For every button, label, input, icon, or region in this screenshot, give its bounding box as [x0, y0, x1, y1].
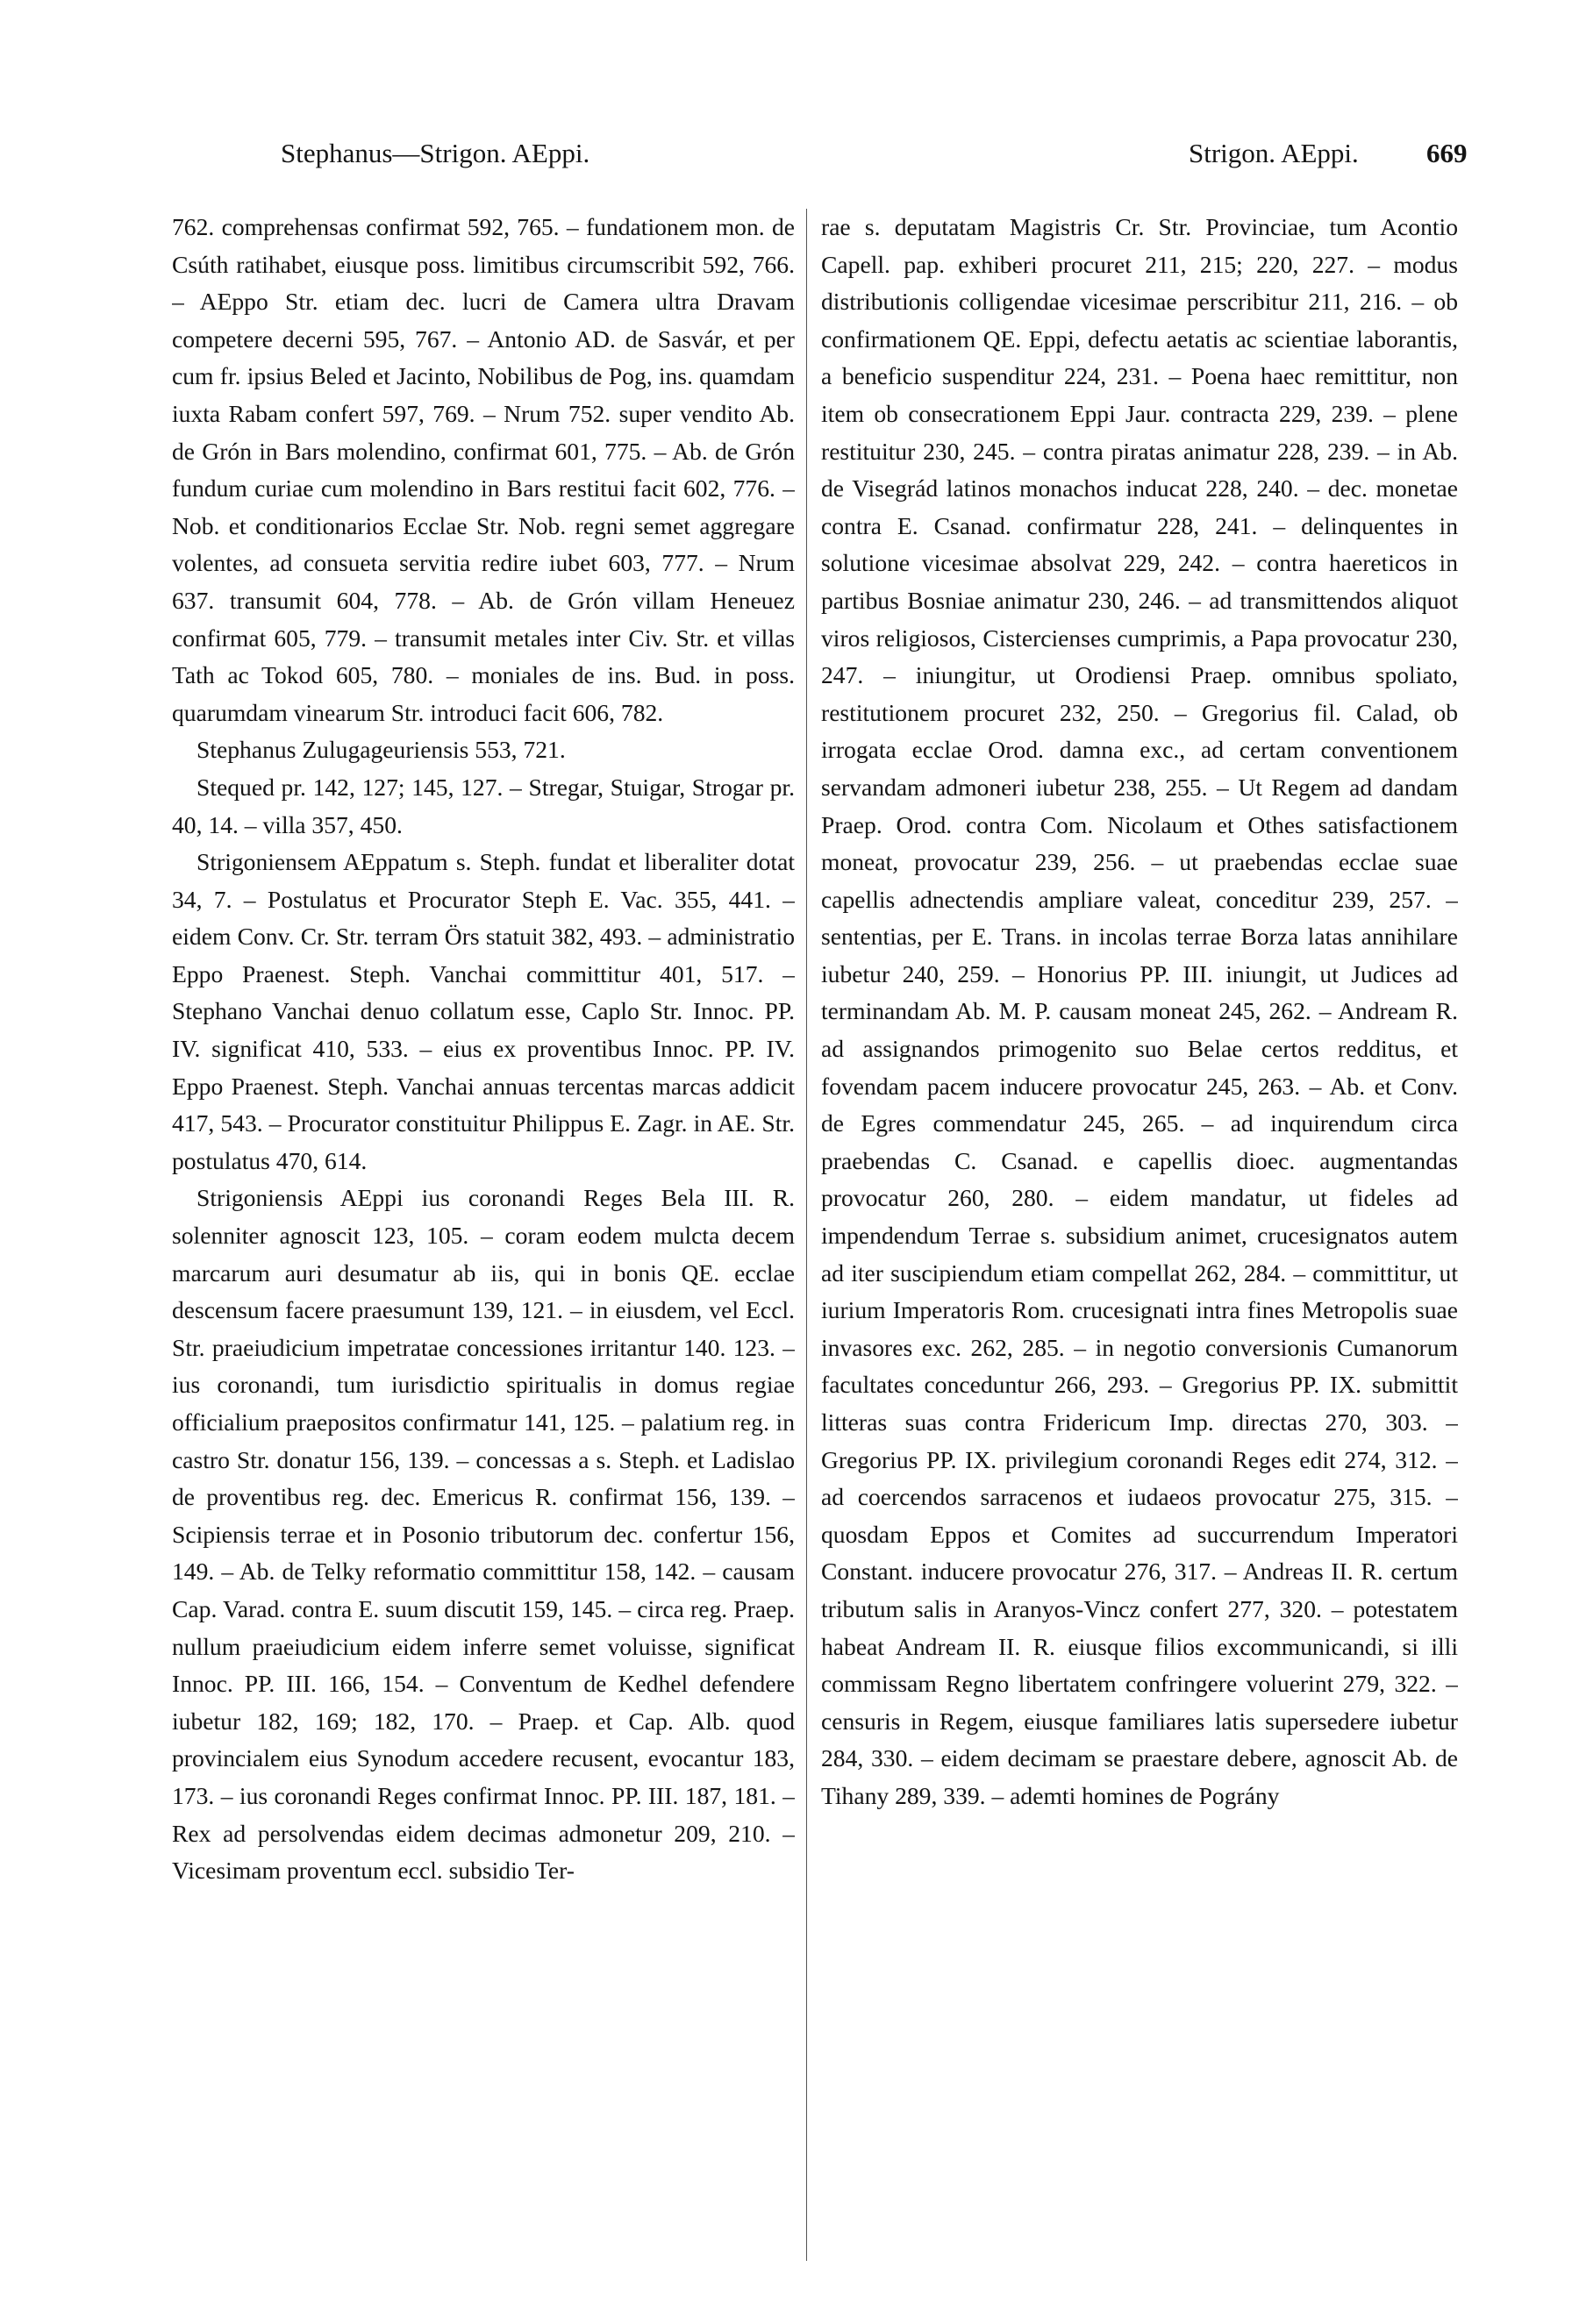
left-paragraph: Strigoniensis AEppi ius coronandi Reges Bela III. R. solenniter agnoscit 123, 105. – coram eodem mulcta decem marcarum auri desumatur ab iis, qui in bonis QE. ecclae descensum facere praesumunt 139, 121. – in eiusdem, vel Eccl. Str. praeiudicium impetratae concessiones irritantur 140. 123. – ius coronandi, tum iurisdictio spiritualis in domus regiae officialium praepositos confirmatur 141, 125. – palatium reg. in castro Str. donatur 156, 139. – concessas a s. Steph. et Ladislao de proventibus reg. dec. Emericus R. confirmat 156, 139. – Scipiensis terrae et in Posonio tributorum dec. confertur 156, 149. – Ab. de Telky reformatio committitur 158, 142. – causam Cap. Varad. contra E. suum discutit 159, 145. – circa reg. Praep. nullum praeiudicium eidem inferre semet voluisse, significat Innoc. PP. III. 166, 154. – Conventum de Kedhel defendere iubetur 182, 169; 182, 170. – Praep. et Cap. Alb. quod provincialem eius Synodum accedere recusent, evocantur 183, 173. – ius coronandi Reges confirmat Innoc. PP. III. 187, 181. – Rex ad persolvendas eidem decimas admonetur 209, 210. – Vicesimam proventum eccl. subsidio Ter- — [172, 1184, 795, 1885]
column-divider — [806, 209, 807, 2261]
left-paragraph: Stephanus Zulugageuriensis 553, 721. — [196, 736, 566, 764]
running-head-left: Stephanus—Strigon. AEppi. — [281, 138, 590, 168]
right-column — [821, 209, 1458, 2296]
page-number: 669 — [1426, 138, 1468, 168]
left-paragraph: Stequed pr. 142, 127; 145, 127. – Stregar, Stuigar, Strogar pr. 40, 14. – villa 357, 450. — [172, 773, 795, 838]
running-head-right: Strigon. AEppi. — [1189, 138, 1359, 168]
left-column — [172, 209, 795, 2296]
left-paragraph: Strigoniensem AEppatum s. Steph. fundat et liberaliter dotat 34, 7. – Postulatus et Procurator Steph E. Vac. 355, 441. – eidem Conv. Cr. Str. terram Örs statuit 382, 493. – administratio Eppo Praenest. Steph. Vanchai committitur 401, 517. – Stephano Vanchai denuo collatum esse, Caplo Str. Innoc. PP. IV. significat 410, 533. – eius ex proventibus Innoc. PP. IV. Eppo Praenest. Steph. Vanchai annuas tercentas marcas addicit 417, 543. – Procurator constituitur Philippus E. Zagr. in AE. Str. postulatus 470, 614. — [172, 848, 795, 1174]
right-paragraph: rae s. deputatam Magistris Cr. Str. Provinciae, tum Acontio Capell. pap. exhiberi procuret 211, 215; 220, 227. – modus distributionis colligendae vicesimae perscribitur 211, 216. – ob confirmationem QE. Eppi, defectu aetatis ac scientiae laborantis, a beneficio suspenditur 224, 231. – Poena haec remittitur, non item ob consecrationem Eppi Jaur. contracta 229, 239. – plene restituitur 230, 245. – contra piratas animatur 228, 239. – in Ab. de Visegrád latinos monachos inducat 228, 240. – dec. monetae contra E. Csanad. confirmatur 228, 241. – delinquentes in solutione vicesimae absolvat 229, 242. – contra haereticos in partibus Bosniae animatur 230, 246. – ad transmittendos aliquot viros religiosos, Cistercienses cumprimis, a Papa provocatur 230, 247. – iniungitur, ut Orodiensi Praep. omnibus spoliato, restitutionem procuret 232, 250. – Gregorius fil. Calad, ob irrogata ecclae Orod. damna exc., ad certam conventionem servandam admoneri iubetur 238, 255. – Ut Regem ad dandam Praep. Orod. contra Com. Nicolaum et Othes satisfactionem moneat, provocatur 239, 256. – ut praebendas ecclae suae capellis adnectendis ampliare valeat, conceditur 239, 257. – sententias, per E. Trans. in incolas terrae Borza latas annihilare iubetur 240, 259. – Honorius PP. III. iniungit, ut Judices ad terminandam Ab. M. P. causam moneat 245, 262. – Andream R. ad assignandos primogenito suo Belae certos redditus, et fovendam pacem inducere provocatur 245, 263. – Ab. et Conv. de Egres commendatur 245, 265. – ad inquirendum circa praebendas C. Csanad. e capellis dioec. augmentandas provocatur 260, 280. – eidem mandatur, ut fideles ad impendendum Terrae s. subsidium animet, crucesignatos autem ad iter suscipiendum etiam compellat 262, 284. – committitur, ut iurium Imperatoris Rom. crucesignati intra fines Metropolis suae invasores exc. 262, 285. – in negotio conversionis Cumanorum facultates conceduntur 266, 293. – Gregorius PP. IX. submittit litteras suas contra Fridericum Imp. directas 270, 303. – Gregorius PP. IX. privilegium coronandi Reges edit 274, 312. – ad coercendos sarracenos et iudaeos provocatur 275, 315. – quosdam Eppos et Comites ad succurrendum Imperatori Constant. inducere provocatur 276, 317. – Andreas II. R. certum tributum salis in Aranyos-Vincz confert 277, 320. – potestatem habeat Andream II. R. eiusque filios excommunicandi, si illi commissam Regno libertatem confringere voluerint 279, 322. – censuris in Regem, eiusque familiares latis supersedere iubetur 284, 330. – eidem decimam se praestare debere, agnoscit Ab. de Tihany 289, 339. – ademti homines de Pográny — [821, 213, 1458, 1809]
left-paragraph: 762. comprehensas confirmat 592, 765. – fundationem mon. de Csúth ratihabet, eiusque poss. limitibus circumscribit 592, 766. – AEppo Str. etiam dec. lucri de Camera ultra Dravam competere decerni 595, 767. – Antonio AD. de Sasvár, et per cum fr. ipsius Beled et Jacinto, Nobilibus de Pog, ins. quamdam iuxta Rabam confert 597, 769. – Nrum 752. super vendito Ab. de Grón in Bars molendino, confirmat 601, 775. – Ab. de Grón fundum curiae cum molendino in Bars restitui facit 602, 776. – Nob. et conditionarios Ecclae Str. Nob. regni semet aggregare volentes, ad consueta servitia redire iubet 603, 777. – Nrum 637. transumit 604, 778. – Ab. de Grón villam Heneuez confirmat 605, 779. – transumit metales inter Civ. Str. et villas Tath ac Tokod 605, 780. – moniales de ins. Bud. in poss. quarumdam vinearum Str. introduci facit 606, 782. — [172, 213, 795, 726]
